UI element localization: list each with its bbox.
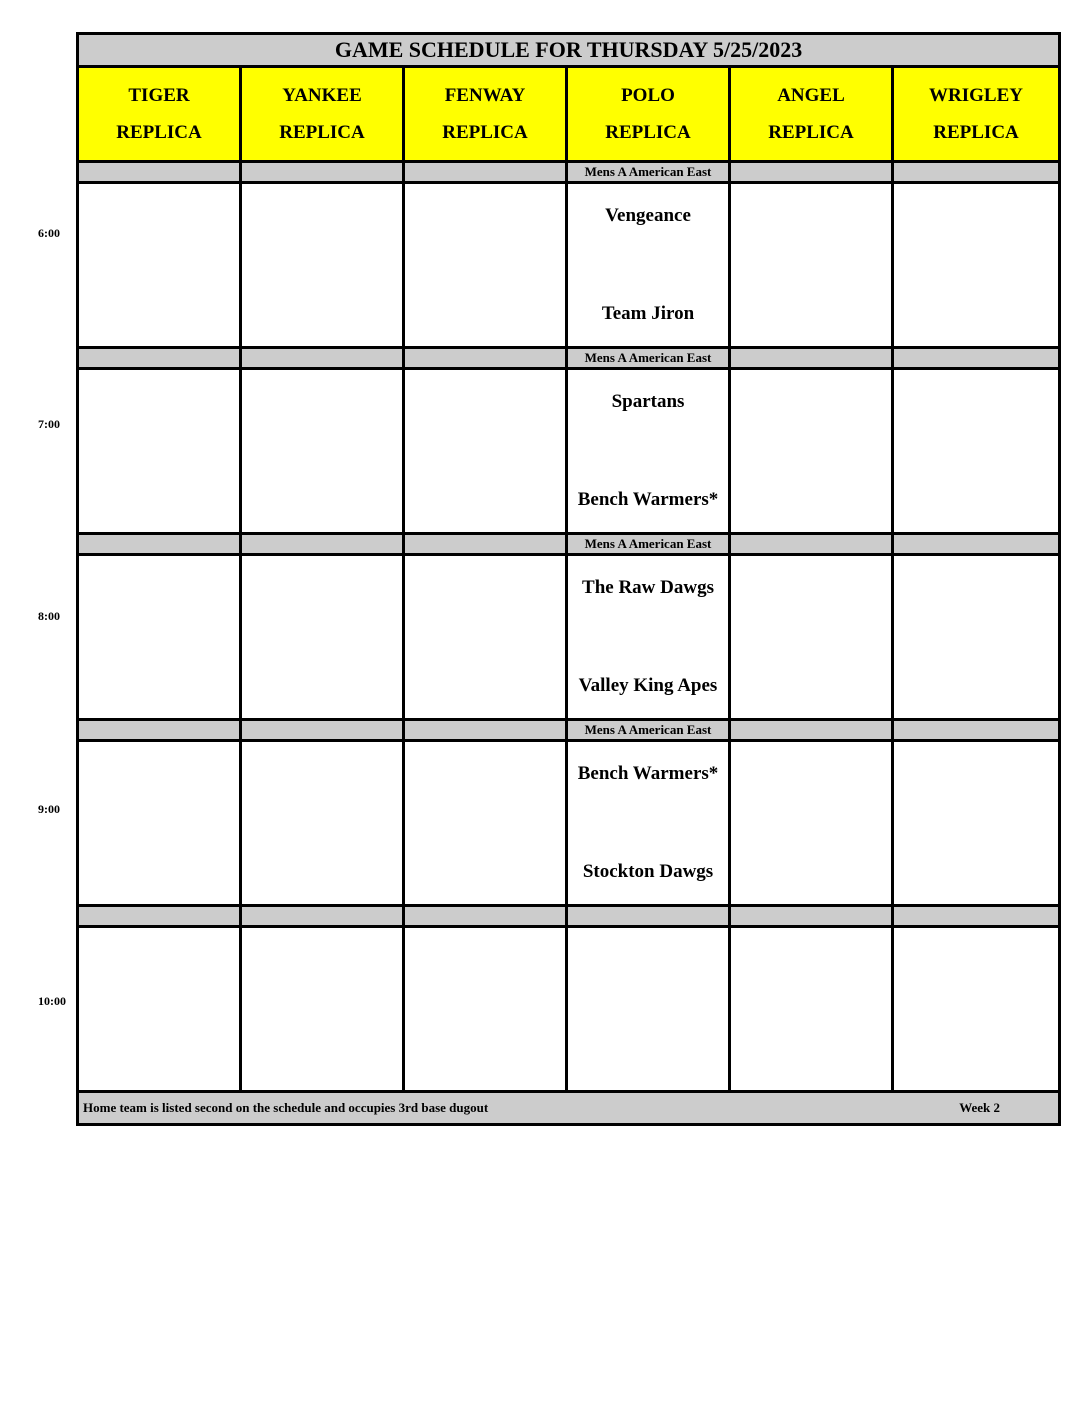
home-team: Team Jiron — [601, 303, 695, 324]
field-header-angel: ANGEL REPLICA — [730, 67, 893, 162]
division-label — [567, 906, 730, 927]
time-label-9: 9:00 — [38, 802, 60, 816]
week-label: Week 2 — [959, 1100, 1001, 1115]
time-label-6: 6:00 — [38, 226, 60, 240]
home-team: Stockton Dawgs — [582, 861, 714, 882]
division-label: Mens A American East — [567, 162, 730, 183]
field-header-tiger: TIGER REPLICA — [78, 67, 241, 162]
away-team: Bench Warmers* — [577, 763, 719, 784]
schedule-table — [76, 32, 1061, 1126]
page-title: GAME SCHEDULE FOR THURSDAY 5/25/2023 — [78, 34, 1060, 67]
field-header-row — [78, 67, 1060, 162]
game-cell-polo — [567, 183, 730, 348]
field-header-fenway: FENWAY REPLICA — [404, 67, 567, 162]
game-row — [78, 369, 1060, 534]
division-row — [78, 534, 1060, 555]
time-label-7: 7:00 — [38, 417, 60, 431]
division-label: Mens A American East — [567, 348, 730, 369]
footer-note: Home team is listed second on the schedule and occupies 3rd base dugout — [83, 1100, 489, 1115]
time-label-8: 8:00 — [38, 609, 60, 623]
time-label-10: 10:00 — [38, 994, 66, 1008]
game-row — [78, 555, 1060, 720]
division-row — [78, 348, 1060, 369]
game-cell-polo — [567, 927, 730, 1092]
division-label: Mens A American East — [567, 534, 730, 555]
division-label: Mens A American East — [567, 720, 730, 741]
away-team: Vengeance — [605, 205, 691, 226]
footer — [78, 1092, 1060, 1125]
field-header-yankee: YANKEE REPLICA — [241, 67, 404, 162]
division-row — [78, 720, 1060, 741]
game-row — [78, 183, 1060, 348]
division-row — [78, 162, 1060, 183]
division-row — [78, 906, 1060, 927]
home-team: Bench Warmers* — [577, 489, 719, 510]
home-team: Valley King Apes — [578, 675, 718, 696]
away-team: The Raw Dawgs — [582, 577, 714, 598]
field-header-polo: POLO REPLICA — [567, 67, 730, 162]
away-team: Spartans — [611, 391, 685, 412]
game-row — [78, 927, 1060, 1092]
game-row — [78, 741, 1060, 906]
game-cell-polo — [567, 741, 730, 906]
game-cell-polo — [567, 555, 730, 720]
game-cell-polo — [567, 369, 730, 534]
time-column — [0, 0, 76, 1408]
field-header-wrigley: WRIGLEY REPLICA — [893, 67, 1060, 162]
